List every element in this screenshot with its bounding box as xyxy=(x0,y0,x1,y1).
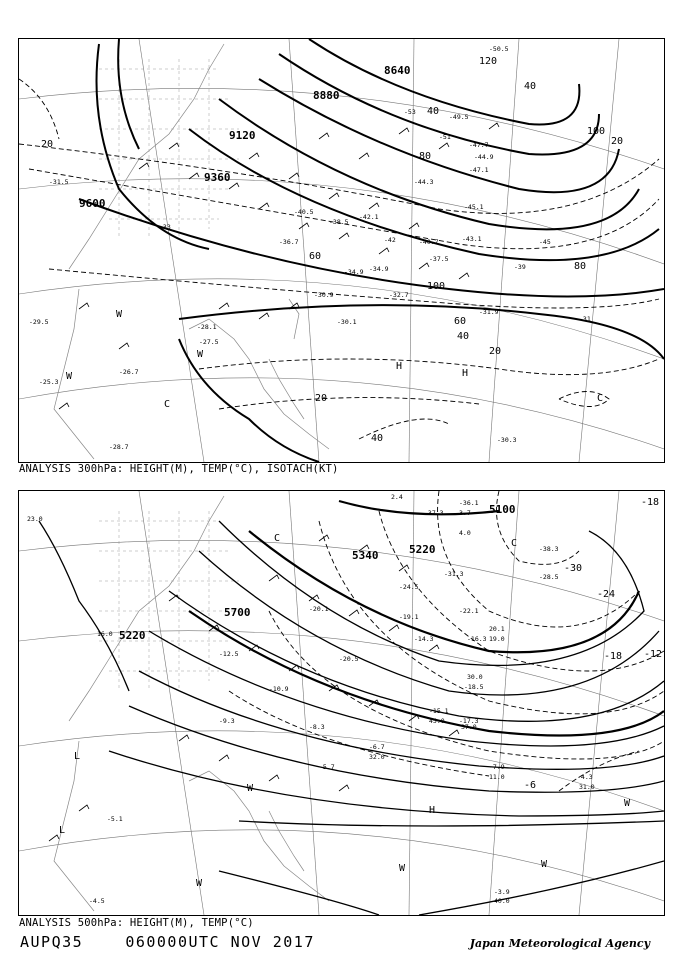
station-temp: 19.0 xyxy=(489,635,505,643)
caption-300hpa: ANALYSIS 300hPa: HEIGHT(M), TEMP(°C), ISOTACH(KT) xyxy=(19,463,339,475)
cold-marker: C xyxy=(597,393,604,404)
height-label: 9360 xyxy=(204,171,231,184)
station-temp: -31.3 xyxy=(444,570,464,578)
station-temp: -5.7 xyxy=(319,763,335,771)
station-temp: 4.0 xyxy=(459,529,471,537)
station-temp: -47.1 xyxy=(469,166,489,174)
station-temp: -22.1 xyxy=(459,607,479,615)
station-temp: -51 xyxy=(439,133,451,141)
coastline xyxy=(54,44,329,459)
station-temp: -26.7 xyxy=(119,368,139,376)
station-temp: -37.5 xyxy=(429,255,449,263)
station-temp: -31.5 xyxy=(49,178,69,186)
station-temp: -10.9 xyxy=(269,685,289,693)
map-300hpa-svg xyxy=(19,39,664,462)
isotach-label: 60 xyxy=(454,316,467,327)
height-label: 5340 xyxy=(352,549,379,562)
height-label: 8880 xyxy=(313,89,340,102)
station-temp: -19.1 xyxy=(399,613,419,621)
chart-id-line xyxy=(20,933,315,951)
isotach-label: 40 xyxy=(371,433,384,444)
station-temp: -40.5 xyxy=(294,208,314,216)
station-temp: -5.1 xyxy=(107,815,123,823)
station-temp: -45.1 xyxy=(464,203,484,211)
isotach-label: 80 xyxy=(419,151,432,162)
station-temp: -30.9 xyxy=(314,291,334,299)
height-label: 9120 xyxy=(229,129,256,142)
station-temp: 40.0 xyxy=(494,897,510,905)
height-label: 9600 xyxy=(79,197,106,210)
coastline xyxy=(54,496,329,911)
station-temp: -38.5 xyxy=(329,218,349,226)
station-temp: -29.5 xyxy=(29,318,49,326)
station-temp: -25.3 xyxy=(39,378,59,386)
station-temp: -44.9 xyxy=(474,153,494,161)
chart-code: AUPQ35 xyxy=(20,933,84,951)
station-temp: 20.1 xyxy=(489,625,505,633)
station-temp: -50.5 xyxy=(489,45,509,53)
thick-contours xyxy=(189,501,664,736)
height-contours xyxy=(39,521,664,915)
station-temp: -17.3 xyxy=(459,717,479,725)
warm-marker: W xyxy=(247,783,254,794)
station-temp: 31.0 xyxy=(579,783,595,791)
station-temp: -20.5 xyxy=(339,655,359,663)
isotach-label: 20 xyxy=(315,393,328,404)
station-temp: -37.3 xyxy=(424,509,444,517)
warm-marker: W xyxy=(197,349,204,360)
isotach-label: 20 xyxy=(611,136,624,147)
station-temp: -32.7 xyxy=(389,291,409,299)
height-label: 8640 xyxy=(384,64,411,77)
isotach-label: 20 xyxy=(489,346,502,357)
warm-marker: W xyxy=(116,309,123,320)
map-panel-300hpa xyxy=(18,38,665,463)
station-temp: -45 xyxy=(539,238,551,246)
isotach-label: 40 xyxy=(524,81,537,92)
station-temp: -43.1 xyxy=(462,235,482,243)
height-labels xyxy=(79,64,411,210)
station-temp: -31.9 xyxy=(479,308,499,316)
station-temp: -28.7 xyxy=(109,443,129,451)
station-temp: -14.3 xyxy=(414,635,434,643)
station-temp: -53 xyxy=(404,108,416,116)
station-temp: -42 xyxy=(384,236,396,244)
station-temp: -20.1 xyxy=(309,605,329,613)
isotherm-label: -18 xyxy=(641,497,660,508)
station-temp: -15.1 xyxy=(429,707,449,715)
station-temp: -28.5 xyxy=(539,573,559,581)
wind-barbs xyxy=(59,123,502,409)
station-temps xyxy=(27,493,595,905)
station-temp: 32.0 xyxy=(369,753,385,761)
isotherm-label: -6 xyxy=(524,780,537,791)
pressure-centers xyxy=(66,309,603,410)
isotach-label: 60 xyxy=(309,251,322,262)
isotherm-labels xyxy=(524,497,662,791)
station-temp: -24.5 xyxy=(399,583,419,591)
caption-500hpa: ANALYSIS 500hPa: HEIGHT(M), TEMP(°C) xyxy=(19,917,254,929)
wind-barbs xyxy=(49,535,459,841)
pressure-centers xyxy=(59,533,631,889)
station-temp: 37.0 xyxy=(461,723,477,731)
warm-marker: W xyxy=(66,371,73,382)
high-marker: H xyxy=(429,805,436,816)
low-marker: L xyxy=(74,751,81,762)
graticule xyxy=(19,39,664,462)
isotach-labels xyxy=(41,56,623,444)
station-temp: -39 xyxy=(514,263,526,271)
station-temp: -7.9 xyxy=(489,763,505,771)
station-temp: -42.1 xyxy=(359,213,379,221)
station-temp: -4.3 xyxy=(577,773,593,781)
station-temp: -34.9 xyxy=(369,265,389,273)
cold-marker: C xyxy=(164,399,171,410)
height-label: 5220 xyxy=(119,629,146,642)
station-temp: -38.3 xyxy=(539,545,559,553)
station-temp: -49.5 xyxy=(449,113,469,121)
isotherm-label: -12 xyxy=(644,649,663,660)
warm-marker: W xyxy=(399,863,406,874)
station-temp: -9.3 xyxy=(219,717,235,725)
warm-marker: W xyxy=(541,859,548,870)
station-temp: 45.0 xyxy=(429,717,445,725)
warm-marker: W xyxy=(624,798,631,809)
map-500hpa-svg xyxy=(19,491,664,915)
isotach-label: 100 xyxy=(427,281,446,292)
station-temp: -33 xyxy=(159,223,171,231)
cold-marker: C xyxy=(274,533,281,544)
isotherm-label: -30 xyxy=(564,563,583,574)
station-temp: 11.0 xyxy=(489,773,505,781)
station-temp: -18.5 xyxy=(464,683,484,691)
isotherm-label: -24 xyxy=(597,589,616,600)
station-temp: -30.1 xyxy=(337,318,357,326)
station-temp: -31 xyxy=(579,315,591,323)
station-temp: -30.3 xyxy=(497,436,517,444)
station-temp: -16.3 xyxy=(467,635,487,643)
isotach-label: 120 xyxy=(479,56,498,67)
station-temp: -4.5 xyxy=(89,897,105,905)
isotach-label: 40 xyxy=(457,331,470,342)
high-marker: H xyxy=(462,368,469,379)
isotach-label: 40 xyxy=(427,106,440,117)
station-temp: 2.4 xyxy=(391,493,403,501)
station-temp: -34.9 xyxy=(344,268,364,276)
station-temp: -27.5 xyxy=(199,338,219,346)
station-temp: -40.7 xyxy=(419,238,439,246)
station-temp: -3.9 xyxy=(494,888,510,896)
station-temp: 3.7 xyxy=(459,509,471,517)
high-marker: H xyxy=(396,361,403,372)
station-temp: -12.5 xyxy=(219,650,239,658)
agency-name: Japan Meteorological Agency xyxy=(469,937,650,950)
station-temp: -44.3 xyxy=(414,178,434,186)
station-temp: 23.0 xyxy=(27,515,43,523)
cold-marker: C xyxy=(511,538,518,549)
station-temp: -6.7 xyxy=(369,743,385,751)
valid-time: 060000UTC NOV 2017 xyxy=(125,933,315,951)
height-label: 5100 xyxy=(489,503,516,516)
map-panel-500hpa xyxy=(18,490,665,916)
station-temp: 16.0 xyxy=(97,630,113,638)
graticule xyxy=(19,491,664,915)
isotach-label: 20 xyxy=(41,139,54,150)
station-temp: 30.0 xyxy=(467,673,483,681)
station-temp: -36.7 xyxy=(279,238,299,246)
station-temp: -8.3 xyxy=(309,723,325,731)
warm-marker: W xyxy=(196,878,203,889)
height-label: 5220 xyxy=(409,543,436,556)
isotach-label: 100 xyxy=(587,126,606,137)
isotach-label: 80 xyxy=(574,261,587,272)
isotherm-label: -18 xyxy=(604,651,623,662)
station-temp: -36.1 xyxy=(459,499,479,507)
height-label: 5700 xyxy=(224,606,251,619)
low-marker: L xyxy=(59,825,66,836)
station-temp: -28.1 xyxy=(197,323,217,331)
station-temp: -47.7 xyxy=(469,141,489,149)
